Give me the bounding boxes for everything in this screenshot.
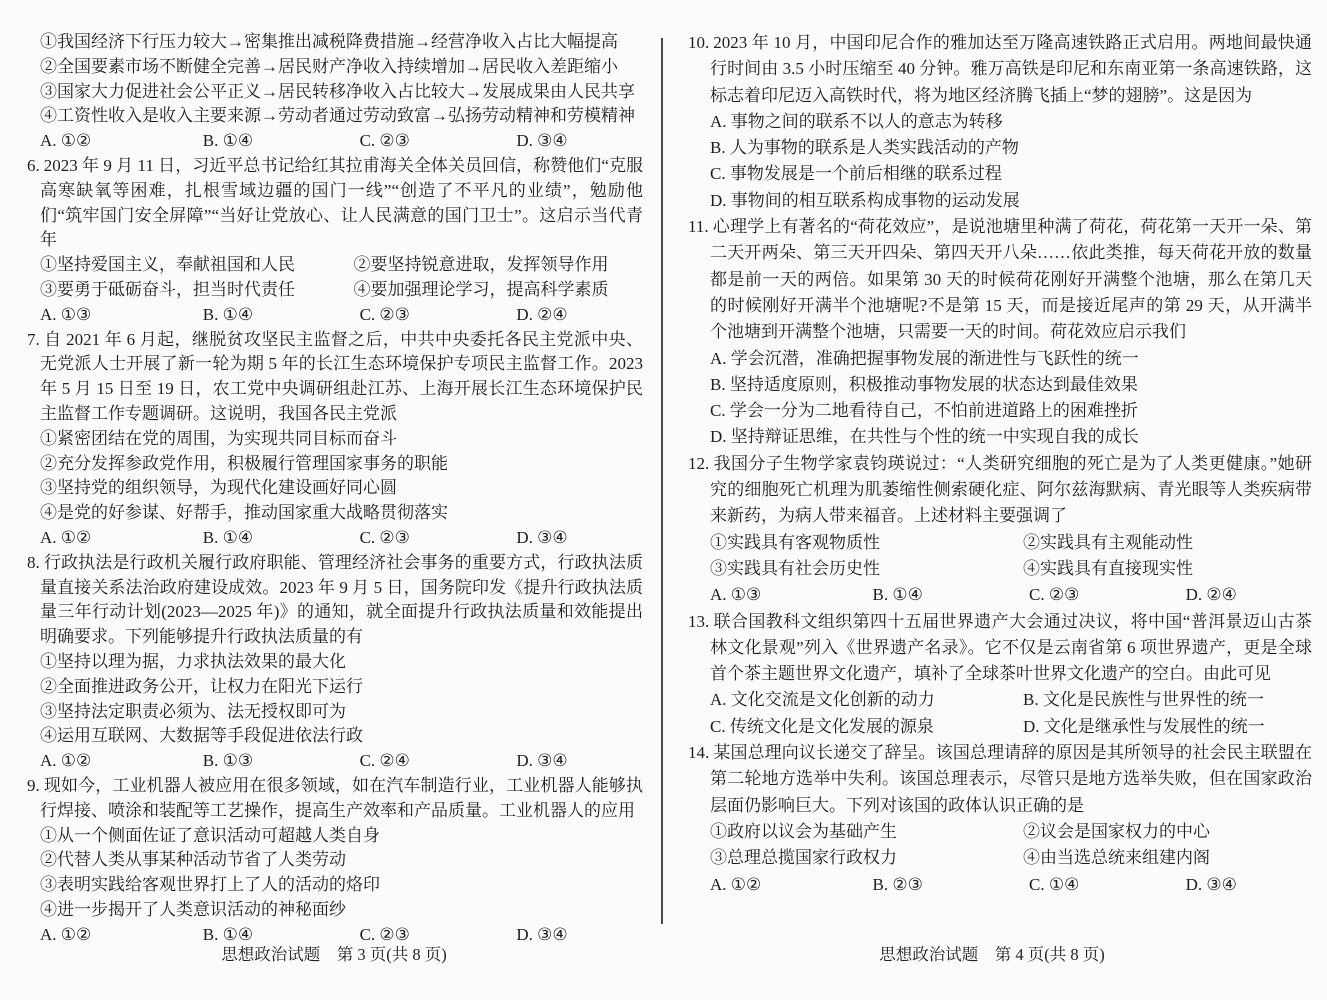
question-13 [688, 609, 1312, 740]
question-6 [27, 154, 643, 328]
option-b: B. ①④ [872, 585, 923, 605]
page-divider-line [661, 38, 663, 924]
choice-b: B. 文化是民族性与世界性的统一 [1023, 690, 1264, 710]
statement-1: ①从一个侧面佐证了意识活动可超越人类自身 [40, 825, 380, 845]
options-row [710, 872, 1312, 898]
question-12 [688, 451, 1312, 609]
question-stem [688, 30, 1312, 109]
question-5-tail [27, 30, 643, 154]
statement-4: ④是党的好参谋、好帮手，推动国家重大战略贯彻落实 [40, 503, 448, 523]
question-text: 心理学上有著名的“荷花效应”，是说池塘里种满了荷花，荷花第一天开一朵、第二天开两朵、第三天开四朵、第四天开八朵……依此类推，每天荷花开放的数量都是前一天的两倍。如果第 30 天的时候荷花刚好开满整个池塘，那么在第几天的时候刚好开满半个池塘呢?不是第 15 天，而是接近尾声的第 29 天，从开满半个池塘到开满整个池塘，只需要一天的时间。荷花效应启示我们 [710, 217, 1312, 342]
options-row [40, 129, 643, 154]
option-c: C. ②③ [1029, 585, 1080, 605]
question-number: 14. [688, 743, 710, 763]
option-c: C. ②④ [359, 751, 410, 771]
question-text: 现如今，工业机器人被应用在很多领域，如在汽车制造行业，工业机器人能够执行焊接、喷涂和装配等工艺操作，提高生产效率和产品质量。工业机器人的应用 [40, 775, 643, 820]
page-4-column [688, 30, 1312, 898]
statements-grid [40, 253, 643, 303]
statement-4: ④由当选总统来组建内阁 [1023, 848, 1211, 868]
question-number: 10. [688, 33, 710, 52]
statement-1: ①政府以议会为基础产生 [710, 821, 897, 841]
question-number: 8. [27, 552, 40, 572]
question-10 [688, 30, 1312, 214]
statement-2: ②实践具有主观能动性 [1023, 532, 1194, 552]
statement-3: ③表明实践给客观世界打上了人的活动的烙印 [40, 875, 380, 895]
question-number: 9. [27, 775, 40, 795]
question-number: 12. [688, 453, 710, 473]
statement-4: ④要加强理论学习，提高科学素质 [353, 279, 609, 299]
question-stem [27, 774, 643, 824]
question-text: 我国分子生物学家袁钧瑛说过：“人类研究细胞的死亡是为了人类更健康。”她研究的细胞死亡机理为肌萎缩性侧索硬化症、阿尔兹海默病、青光眼等人类疾病带来新药，为病人带来福音。上述材料主要强调了 [710, 453, 1312, 526]
option-a: A. ①② [40, 924, 92, 944]
option-a: A. ①② [710, 874, 762, 894]
statement-4: ④工资性收入是收入主要来源→劳动者通过劳动致富→弘扬劳动精神和劳模精神 [40, 106, 635, 126]
option-d: D. ③④ [1185, 874, 1237, 894]
statement-1: ①我国经济下行压力较大→密集推出减税降费措施→经营净收入占比大幅提高 [40, 32, 618, 51]
question-text: 2023 年 10 月，中国印尼合作的雅加达至万隆高速铁路正式启用。两地间最快通行时间由 3.5 小时压缩至 40 分钟。雅万高铁是印尼和东南亚第一条高速铁路，这标志着印尼迈入高铁时代，将为地区经济腾飞插上“梦的翅膀”。这是因为 [710, 33, 1312, 105]
option-b: B. ①④ [202, 527, 254, 547]
question-stem [688, 214, 1312, 345]
choices-grid [710, 687, 1312, 740]
statements-grid [710, 819, 1312, 872]
page-3-footer: 思想政治试题 第 3 页(共 8 页) [221, 945, 447, 964]
question-number: 6. [27, 155, 40, 175]
question-text: 行政执法是行政机关履行政府职能、管理经济社会事务的重要方式，行政执法质量直接关系法治政府建设成效。2023 年 9 月 5 日，国务院印发《提升行政执法质量三年行动计划(2023—2025 年)》的通知，就全面提升行政执法质量和效能提出明确要求。下列能够提升行政执法质量的有 [40, 552, 643, 647]
question-text: 自 2021 年 6 月起，继脱贫攻坚民主监督之后，中共中央委托各民主党派中央、无党派人士开展了新一轮为期 5 年的长江生态环境保护专项民主监督工作。2023 年 5 月 15 日至 19 日，农工党中央调研组赴江苏、上海开展长江生态环境保护民主监督工作专题调研。这说明，我国各民主党派 [40, 329, 643, 423]
option-c: C. ②③ [359, 304, 410, 324]
option-c: C. ②③ [359, 527, 410, 547]
statement-2: ②全面推进政务公开，让权力在阳光下运行 [40, 676, 363, 696]
choice-d: D. 文化是继承性与发展性的统一 [1023, 716, 1265, 736]
option-b: B. ①④ [202, 131, 254, 151]
option-a: A. ①② [40, 527, 92, 547]
question-stem [688, 451, 1312, 530]
option-c: C. ①④ [1029, 874, 1080, 894]
choice-c: C. 事物发展是一个前后相继的联系过程 [710, 164, 1002, 184]
question-9 [27, 774, 643, 948]
question-stem [27, 328, 643, 427]
choice-a: A. 文化交流是文化创新的动力 [710, 690, 935, 710]
statement-3: ③坚持法定职责必须为、法无授权即可为 [40, 701, 346, 721]
question-text: 某国总理向议长递交了辞呈。该国总理请辞的原因是其所领导的社会民主联盟在第二轮地方选举中失利。该国总理表示，尽管只是地方选举失败，但在国家政治层面仍影响巨大。下列对该国的政体认识正确的是 [710, 743, 1312, 815]
question-number: 11. [688, 217, 709, 237]
statement-4: ④运用互联网、大数据等手段促进依法行政 [40, 726, 363, 746]
statement-3: ③坚持党的组织领导，为现代化建设画好同心圆 [40, 478, 397, 498]
choice-a: A. 学会沉潜，准确把握事物发展的渐进性与飞跃性的统一 [710, 348, 1139, 368]
option-d: D. ②④ [516, 304, 568, 324]
choice-a: A. 事物之间的联系不以人的意志为转移 [710, 111, 1003, 131]
question-stem [688, 740, 1312, 819]
choice-d: D. 坚持辩证思维，在共性与个性的统一中实现自我的成长 [710, 427, 1139, 447]
option-b: B. ①④ [202, 924, 254, 944]
statement-3: ③实践具有社会历史性 [710, 558, 880, 578]
statement-1: ①坚持爱国主义，奉献祖国和人民 [40, 255, 295, 275]
options-row [40, 749, 643, 774]
statement-2: ②代替人类从事某种活动节省了人类劳动 [40, 850, 346, 870]
statement-2: ②要坚持锐意进取，发挥领导作用 [353, 255, 609, 275]
choice-c: C. 传统文化是文化发展的源泉 [710, 716, 934, 736]
option-a: A. ①② [40, 131, 92, 151]
options-row [40, 526, 643, 551]
statement-2: ②充分发挥参政党作用，积极履行管理国家事务的职能 [40, 453, 448, 473]
question-stem [27, 551, 643, 650]
choice-d: D. 事物间的相互联系构成事物的运动发展 [710, 190, 1020, 210]
question-14 [688, 740, 1312, 898]
question-number: 13. [688, 611, 710, 631]
option-c: C. ②③ [359, 924, 410, 944]
statement-3: ③国家大力促进社会公平正义→居民转移净收入占比较大→发展成果由人民共享 [40, 81, 635, 101]
option-d: D. ③④ [516, 527, 568, 547]
statement-4: ④进一步揭开了人类意识活动的神秘面纱 [40, 899, 346, 919]
choice-b: B. 坚持适度原则，积极推动事物发展的状态达到最佳效果 [710, 374, 1138, 394]
choice-c: C. 学会一分为二地看待自己，不怕前进道路上的困难挫折 [710, 401, 1138, 421]
choice-b: B. 人为事物的联系是人类实践活动的产物 [710, 138, 1019, 158]
option-b: B. ①③ [202, 751, 254, 771]
page-3-column [27, 30, 643, 947]
option-a: A. ①③ [40, 304, 92, 324]
option-b: B. ①④ [202, 304, 254, 324]
question-8 [27, 551, 643, 774]
option-d: D. ②④ [1185, 585, 1237, 605]
option-c: C. ②③ [359, 131, 410, 151]
statement-2: ②全国要素市场不断健全完善→居民财产净收入持续增加→居民收入差距缩小 [40, 56, 618, 76]
statement-3: ③总理总揽国家行政权力 [710, 848, 897, 868]
question-text: 联合国教科文组织第四十五届世界遗产大会通过决议，将中国“普洱景迈山古茶林文化景观”列入《世界遗产名录》。它不仅是云南省第 6 项世界遗产，更是全球首个茶主题世界文化遗产，填补了全球茶叶世界文化遗产的空白。由此可见 [710, 611, 1312, 684]
question-number: 7. [27, 329, 40, 349]
question-stem [27, 154, 643, 253]
statement-1: ①紧密团结在党的周围，为实现共同目标而奋斗 [40, 428, 397, 448]
statement-3: ③要勇于砥砺奋斗，担当时代责任 [40, 279, 295, 299]
options-row [710, 582, 1312, 608]
option-a: A. ①③ [710, 585, 762, 605]
options-row [40, 303, 643, 328]
statement-1: ①坚持以理为据，力求执法效果的最大化 [40, 651, 346, 671]
option-b: B. ②③ [872, 874, 923, 894]
question-11 [688, 214, 1312, 451]
question-stem [688, 609, 1312, 688]
option-a: A. ①② [40, 751, 92, 771]
statement-4: ④实践具有直接现实性 [1023, 558, 1194, 578]
option-d: D. ③④ [516, 924, 568, 944]
statement-1: ①实践具有客观物质性 [710, 532, 880, 552]
page-4-footer: 思想政治试题 第 4 页(共 8 页) [879, 945, 1105, 964]
option-d: D. ③④ [516, 131, 568, 151]
option-d: D. ③④ [516, 751, 568, 771]
question-text: 2023 年 9 月 11 日，习近平总书记给红其拉甫海关全体关员回信，称赞他们“克服高寒缺氧等困难，扎根雪域边疆的国门一线”“创造了不平凡的业绩”，勉励他们“筑牢国门安全屏障”“当好让党放心、让人民满意的国门卫士”。这启示当代青年 [40, 155, 643, 250]
question-7 [27, 328, 643, 551]
statement-2: ②议会是国家权力的中心 [1023, 821, 1211, 841]
statements-grid [710, 530, 1312, 583]
